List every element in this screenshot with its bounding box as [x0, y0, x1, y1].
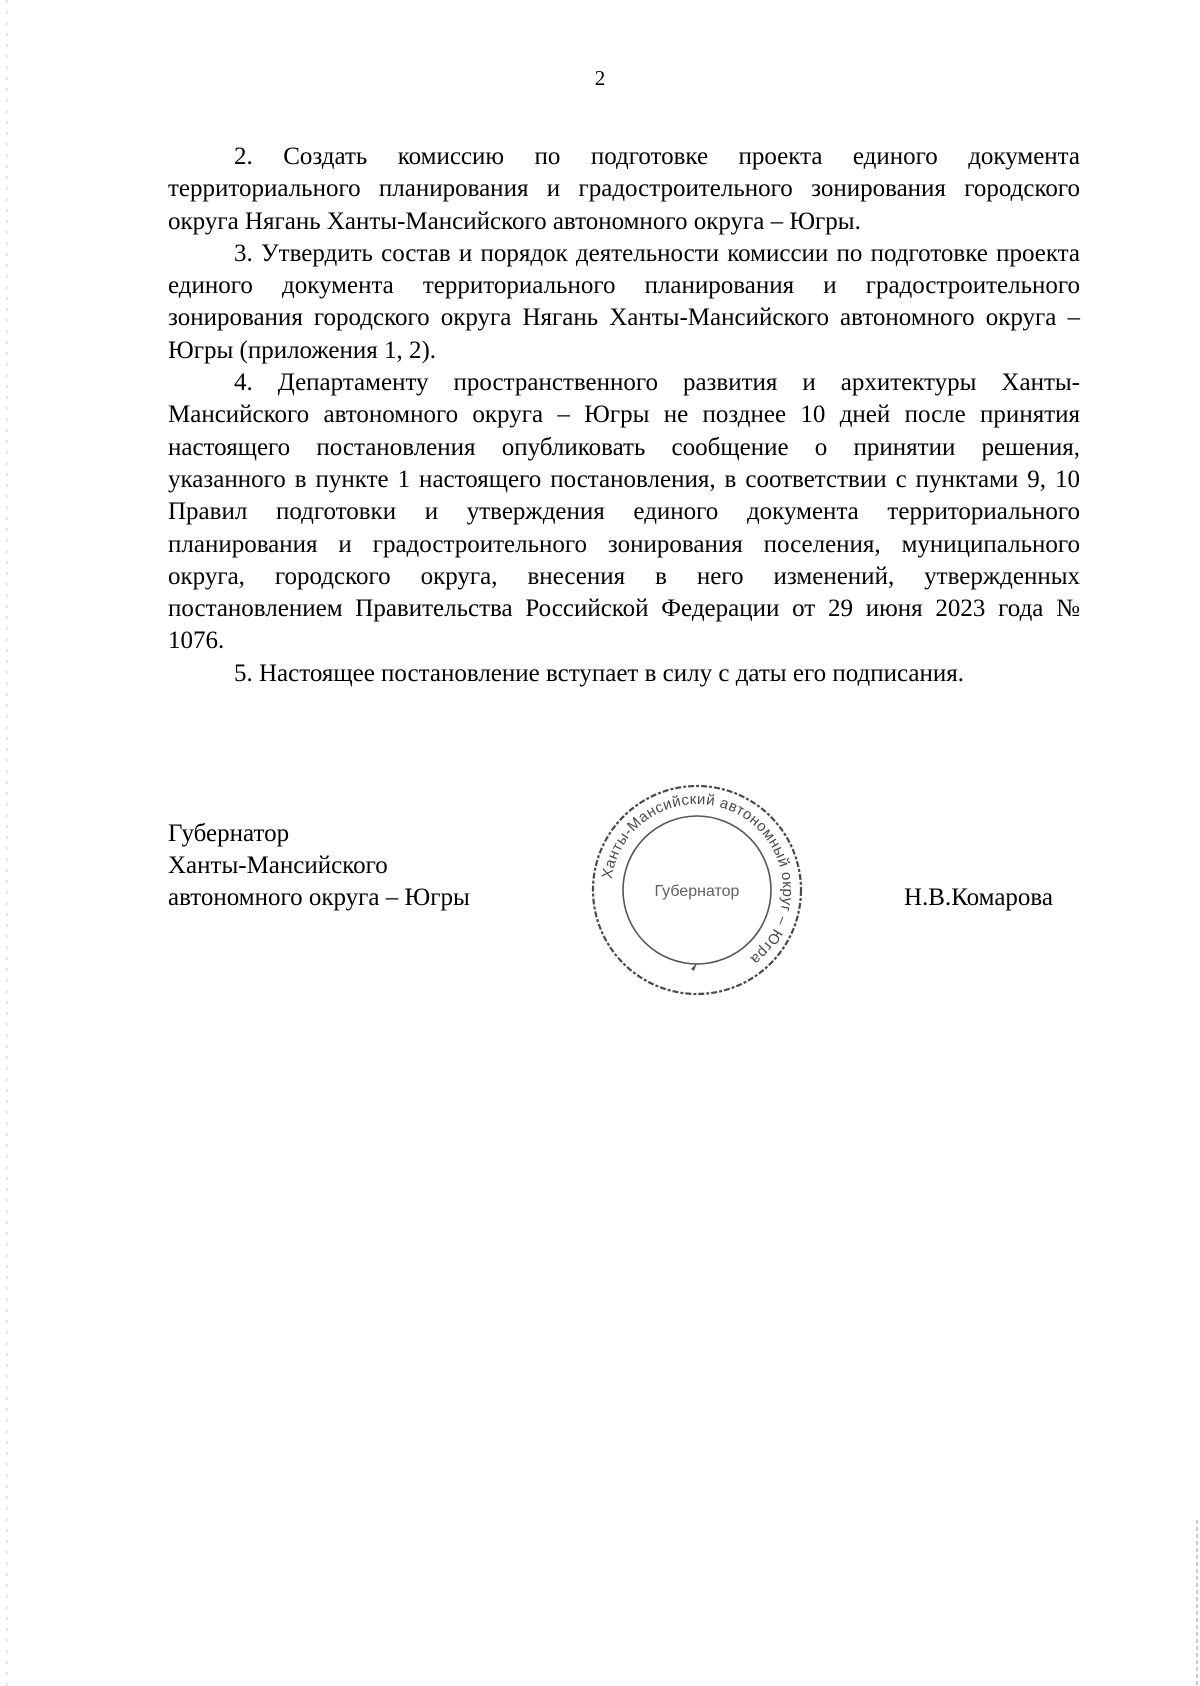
- scan-edge-left: [6, 0, 8, 1686]
- seal-center-text: Губернатор: [654, 883, 740, 900]
- paragraph-5: 5. Настоящее постановление вступает в силу с даты его подписания.: [234, 659, 964, 687]
- position-line-3: автономного округа – Югры: [168, 884, 470, 911]
- paragraph-2: 2. Создать комиссию по подготовке проекта единого документа территориального планирования и градостроительного зонирования городского округа Нягань Ханты-Мансийского автономного округа – Югры.: [168, 143, 1080, 235]
- paragraph-4: 4. Департаменту пространственного развития и архитектуры Ханты-Мансийского автономного округа – Югры не позднее 10 дней после принятия настоящего постановления опубликовать сообщение о принятии решения, указанного в пункте 1 настоящего постановления, в соответствии с пунктами 9, 10 Правил подготовки и утверждения единого документа территориального планирования и градостроительного зонирования поселения, муниципального округа, городского округа, внесения в него изменений, утвержденных постановлением Правительства Российской Федерации от 29 июня 2023 года № 1076.: [168, 369, 1080, 655]
- signatory-name: Н.В.Комарова: [904, 884, 1053, 911]
- official-seal: [586, 779, 808, 1001]
- document-body: [168, 141, 1080, 690]
- scan-edge-right: [1196, 1520, 1198, 1686]
- position-line-1: Губернатор: [168, 820, 290, 847]
- position-line-2: Ханты-Мансийского: [168, 852, 388, 879]
- seal-graphic: [586, 779, 808, 1001]
- paragraph-3: 3. Утвердить состав и порядок деятельности комиссии по подготовке проекта единого документа территориального планирования и градостроительного зонирования городского округа Нягань Ханты-Мансийского автономного округа – Югры (приложения 1, 2).: [168, 239, 1080, 364]
- seal-ring-text: Ханты-Мансийский автономный округ – Югра: [598, 790, 797, 969]
- signatory-position: [168, 818, 470, 914]
- page-number: 2: [594, 66, 606, 90]
